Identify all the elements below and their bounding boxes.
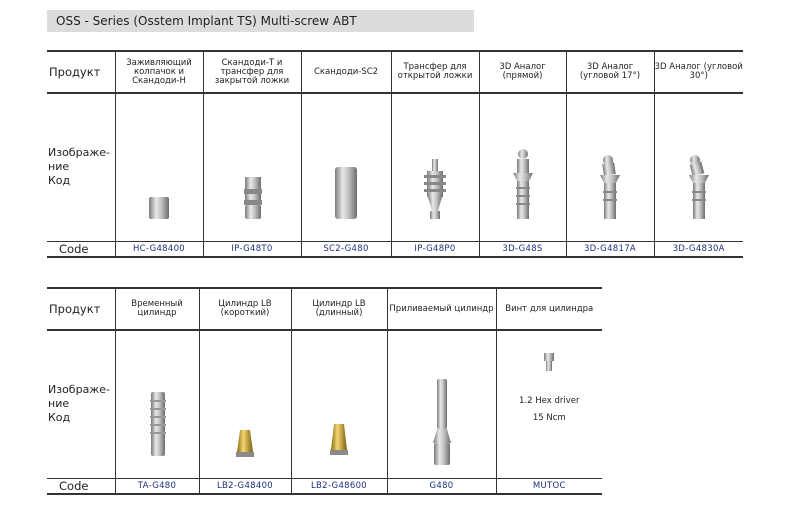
product-code: HC-G48400 <box>115 241 203 257</box>
product-code: LB2-G48400 <box>199 478 291 494</box>
column-header: Винт для цилиндра <box>496 288 602 330</box>
product-code: LB2-G48600 <box>291 478 387 494</box>
product-code: TA-G480 <box>115 478 199 494</box>
column-header: Временный цилиндр <box>115 288 199 330</box>
column-header: Скандоди-SC2 <box>301 51 391 93</box>
healing-cap-image <box>115 93 203 241</box>
column-header: Трансфер для открытой ложки <box>391 51 479 93</box>
column-header: Приливаемый цилиндр <box>387 288 496 330</box>
row-label-image: Изображе- ние Код <box>48 383 110 425</box>
castable-cylinder-image <box>387 330 496 478</box>
analog-17-image <box>566 93 654 241</box>
column-header: Скандоди-T и трансфер для закрытой ложки <box>203 51 301 93</box>
cylinder-screw-image <box>496 330 602 478</box>
row-label-code: Code <box>47 241 115 257</box>
row-label-code: Code <box>47 478 115 494</box>
column-header: Заживляющий колпачок и Скандоди-H <box>115 51 203 93</box>
lb-cylinder-long-image <box>291 330 387 478</box>
torque-note: 1.2 Hex driver 15 Ncm <box>519 396 580 424</box>
column-header: 3D Аналог (прямой) <box>479 51 566 93</box>
product-table-1 <box>47 50 743 258</box>
product-code: 3D-G4817A <box>566 241 654 257</box>
column-header: 3D Аналог (угловой 17°) <box>566 51 654 93</box>
open-tray-transfer-image <box>391 93 479 241</box>
temporary-cylinder-image <box>115 330 199 478</box>
analog-straight-image <box>479 93 566 241</box>
scan-body-t-image <box>203 93 301 241</box>
row-header-product: Продукт <box>47 288 115 330</box>
product-code: IP-G48T0 <box>203 241 301 257</box>
product-code: 3D-G4830A <box>654 241 743 257</box>
analog-30-image <box>654 93 743 241</box>
column-header: Цилиндр LB (длинный) <box>291 288 387 330</box>
row-label-image: Изображе- ние Код <box>48 146 110 188</box>
lb-cylinder-short-image <box>199 330 291 478</box>
product-table-2 <box>47 287 602 495</box>
column-header: 3D Аналог (угловой 30°) <box>654 51 743 93</box>
document-title: OSS - Series (Osstem Implant TS) Multi-screw ABT <box>47 10 474 32</box>
scan-body-sc2-image <box>301 93 391 241</box>
row-header-product: Продукт <box>47 51 115 93</box>
product-code: MUTOC <box>496 478 602 494</box>
column-header: Цилиндр LB (короткий) <box>199 288 291 330</box>
product-code: 3D-G48S <box>479 241 566 257</box>
product-code: IP-G48P0 <box>391 241 479 257</box>
product-code: SC2-G480 <box>301 241 391 257</box>
product-code: G480 <box>387 478 496 494</box>
